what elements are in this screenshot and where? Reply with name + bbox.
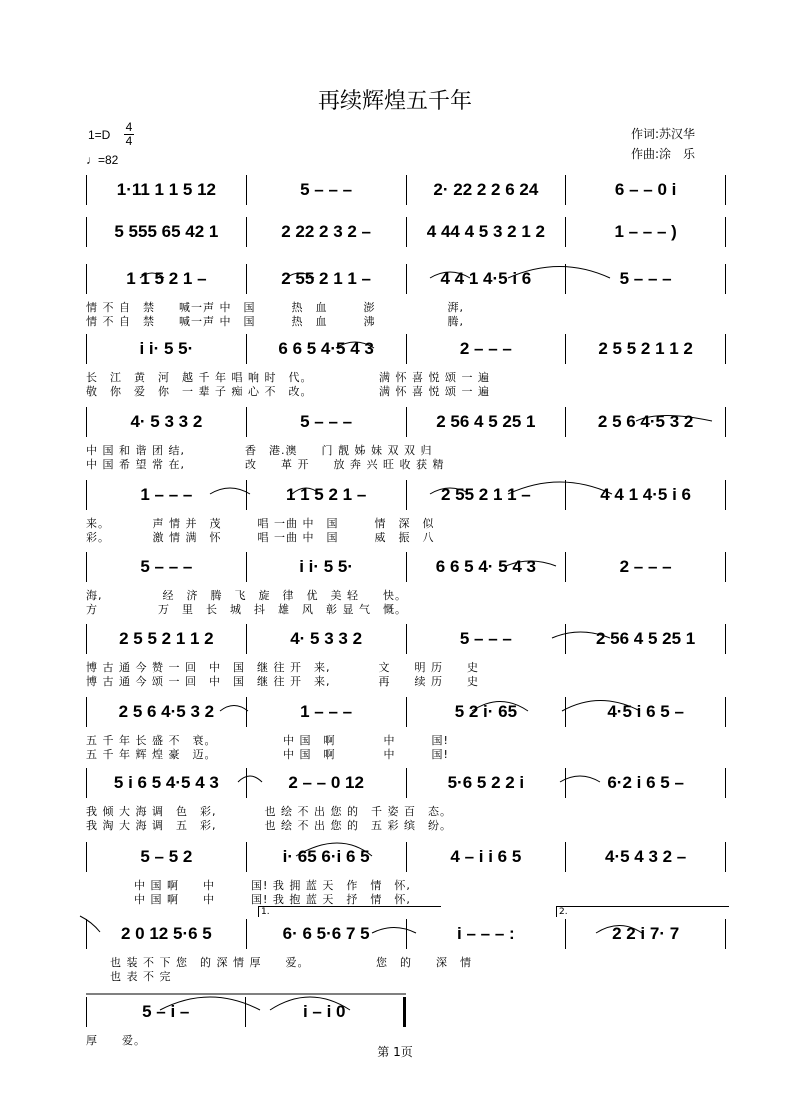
measure: 2 – – – — [619, 557, 672, 576]
tempo-value: =82 — [98, 153, 119, 167]
lyric-line-2: 也 表 不 完 — [86, 970, 172, 983]
note-line — [86, 483, 726, 507]
measure: 2 – – – — [459, 339, 512, 358]
barline — [725, 624, 726, 654]
underlines — [86, 795, 726, 801]
tempo-mark — [86, 153, 118, 167]
underlines — [86, 202, 726, 208]
credits — [631, 124, 695, 164]
underlines — [86, 1024, 726, 1030]
underlines — [86, 724, 726, 730]
barline — [725, 697, 726, 727]
measure: 2 – – 0 12 — [288, 773, 364, 792]
measure: 1 – – – — [300, 702, 353, 721]
measure: 5 – – – — [300, 412, 353, 431]
measure: 4 – i i 6 5 — [450, 847, 522, 866]
barline — [725, 768, 726, 798]
measure: 5 – – – — [459, 629, 512, 648]
note-line — [86, 267, 726, 291]
measure: 6 6 5 4· 5 4 3 — [435, 557, 536, 576]
measure: 6 – – 0 i — [614, 180, 677, 199]
underlines — [86, 434, 726, 440]
underlines — [86, 291, 726, 297]
measure: 2 5 6 4·5 3 2 — [597, 412, 694, 431]
measure: 1 – – – — [140, 485, 193, 504]
barline — [725, 407, 726, 437]
measure: 2 0 12 5·6 5 — [121, 924, 212, 943]
note-line — [86, 922, 726, 946]
time-signature-bottom: 4 — [125, 134, 133, 148]
underlines — [86, 361, 726, 367]
note-line — [86, 220, 726, 244]
quarter-note-icon: ♩ — [86, 153, 98, 167]
lyric-line-2: 彩。 激 情 满 怀 唱 一曲 中 国 威 振 八 — [86, 531, 435, 544]
lyric-line-1: 中 国 和 谐 团 结, 香 港.澳 门 靓 姊 妹 双 双 归 — [86, 444, 433, 457]
lyric-line-2: 博 古 通 今 颂 一 回 中 国 继 往 开 来, 再 续 历 史 — [86, 675, 479, 688]
barline — [725, 480, 726, 510]
page-number: 第 1页 — [377, 1045, 413, 1059]
measure: 2 2 i 7· 7 — [612, 924, 680, 943]
measure: 2 55 2 1 1 – — [440, 485, 531, 504]
key-signature: 1=D — [88, 128, 111, 142]
note-line — [86, 337, 726, 361]
barline — [403, 997, 406, 1027]
measure: 2 56 4 5 25 1 — [436, 412, 536, 431]
measure: i i· 5 5· — [139, 339, 194, 358]
lyric-line-1: 博 古 通 今 赞 一 回 中 国 继 往 开 来, 文 明 历 史 — [86, 661, 479, 674]
second-ending: 2. — [556, 906, 729, 917]
measure: i i· 5 5· — [299, 557, 354, 576]
measure: 4 44 4 5 3 2 1 2 — [426, 222, 545, 241]
measure: 1·11 1 1 5 12 — [116, 180, 216, 199]
measure: 2 5 5 2 1 1 2 — [119, 629, 214, 648]
measure: i – i 0 — [302, 1002, 346, 1021]
lyric-line-1: 五 千 年 长 盛 不 衰。 中 国 啊 中 国! — [86, 734, 449, 747]
measure: 4·5 4 3 2 – — [604, 847, 687, 866]
note-line — [86, 410, 726, 434]
measure: 6·2 i 6 5 – — [607, 773, 684, 792]
measure: i· 65 6·i 6 5 — [282, 847, 370, 866]
measure: 2 5 5 2 1 1 2 — [598, 339, 693, 358]
note-line — [86, 1000, 406, 1024]
lyric-line-2: 中 国 希 望 常 在, 改 革 开 放 奔 兴 旺 收 获 精 — [86, 458, 445, 471]
lyric-line-2: 方 万 里 长 城 抖 雄 风 彰 显 气 慨。 — [86, 603, 407, 616]
note-line — [86, 627, 726, 651]
measure: 4· 5 3 3 2 — [130, 412, 203, 431]
lyric-line-2: 我 淘 大 海 调 五 彩, 也 绘 不 出 您 的 五 彩 缤 纷。 — [86, 819, 452, 832]
lyric-line-2: 中 国 啊 中 国! 我 抱 蓝 天 抒 情 怀, — [86, 893, 411, 906]
barline — [725, 264, 726, 294]
barline — [725, 175, 726, 205]
lyric-line-2: 敬 你 爱 你 一 辈 子 痴 心 不 改。 满 怀 喜 悦 颂 一 遍 — [86, 385, 490, 398]
first-ending: 1. — [258, 906, 441, 917]
measure: 5 2 i· 65 — [454, 702, 518, 721]
lyric-line-2: 五 千 年 辉 煌 豪 迈。 中 国 啊 中 国! — [86, 748, 449, 761]
barline — [725, 842, 726, 872]
underlines — [86, 244, 726, 250]
measure: 4 4 1 4·5 i 6 — [440, 269, 532, 288]
lyricist: 作词:苏汉华 — [631, 127, 696, 141]
measure: 1 – – – ) — [614, 222, 677, 241]
measure: 4 4 1 4·5 i 6 — [600, 485, 691, 504]
measure: 1 1 5 2 1 – — [285, 485, 367, 504]
underlines — [86, 579, 726, 585]
measure: 2 22 2 3 2 – — [281, 222, 372, 241]
measure: 2 55 2 1 1 – — [281, 269, 372, 288]
measure: 4· 5 3 3 2 — [290, 629, 363, 648]
underlines — [86, 869, 726, 875]
underlines — [86, 946, 726, 952]
note-line — [86, 771, 726, 795]
note-line — [86, 178, 726, 202]
measure: 5 – – – — [300, 180, 353, 199]
measure: 5 – i – — [142, 1002, 190, 1021]
measure: i – – – : — [457, 924, 515, 943]
lyric-line-1: 来。 声 情 并 茂 唱 一曲 中 国 情 深 似 — [86, 517, 435, 530]
measure: 1 1 5 2 1 – — [126, 269, 207, 288]
lyric-line-1: 中 国 啊 中 国! 我 拥 蓝 天 作 情 怀, — [86, 879, 411, 892]
measure: 5 – 5 2 — [140, 847, 193, 866]
measure: 5 – – – — [619, 269, 672, 288]
composer: 作曲:涂 乐 — [631, 147, 696, 161]
barline — [725, 919, 726, 949]
note-line — [86, 845, 726, 869]
lyric-line-2: 情 不 自 禁 喊一声 中 国 热 血 沸 腾, — [86, 315, 464, 328]
lyric-line-1: 长 江 黄 河 越 千 年 唱 响 时 代。 满 怀 喜 悦 颂 一 遍 — [86, 371, 490, 384]
time-signature-top: 4 — [125, 120, 133, 134]
barline — [725, 217, 726, 247]
underlines — [86, 651, 726, 657]
measure: 4·5 i 6 5 – — [607, 702, 684, 721]
underlines — [86, 507, 726, 513]
lyric-line-1: 厚 爱。 — [86, 1034, 146, 1047]
measure: 2 5 6 4·5 3 2 — [118, 702, 215, 721]
measure: 6· 6 5·6 7 5 — [282, 924, 370, 943]
measure: 5 i 6 5 4·5 4 3 — [113, 773, 219, 792]
measure: 2· 22 2 2 6 24 — [433, 180, 539, 199]
measure: 5 – – – — [140, 557, 193, 576]
lyric-line-1: 也 装 不 下 您 的 深 情 厚 爱。 您 的 深 情 — [86, 956, 472, 969]
barline — [725, 552, 726, 582]
measure: 6 6 5 4·5 4 3 — [278, 339, 374, 358]
note-line — [86, 700, 726, 724]
barline — [725, 334, 726, 364]
measure: 5 555 65 42 1 — [114, 222, 219, 241]
lyric-line-1: 我 倾 大 海 调 色 彩, 也 绘 不 出 您 的 千 姿 百 态。 — [86, 805, 452, 818]
song-title: 再续辉煌五千年 — [317, 89, 472, 114]
note-line — [86, 555, 726, 579]
time-signature — [124, 121, 134, 148]
measure: 2 56 4 5 25 1 — [595, 629, 696, 648]
lyric-line-1: 海, 经 济 腾 飞 旋 律 优 美 轻 快。 — [86, 589, 407, 602]
measure: 5·6 5 2 2 i — [447, 773, 525, 792]
lyric-line-1: 情 不 自 禁 喊一声 中 国 热 血 澎 湃, — [86, 301, 464, 314]
